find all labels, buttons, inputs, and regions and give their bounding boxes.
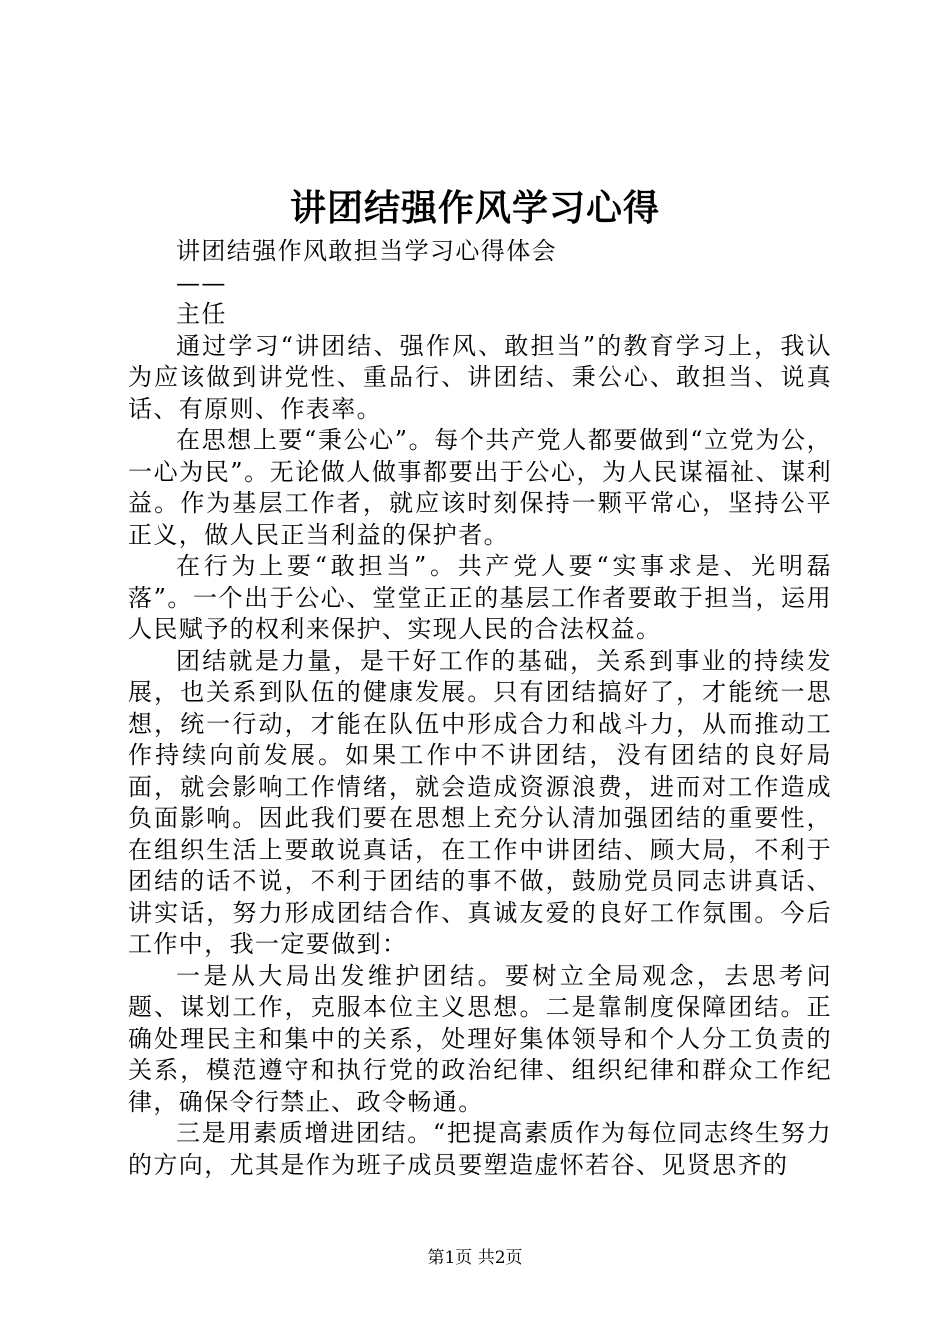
paragraph: 通过学习“讲团结、强作风、敢担当”的教育学习上，我认为应该做到讲党性、重品行、讲团结、秉公心、敢担当、说真话、有原则、作表率。 [128, 331, 832, 423]
page-footer: 第1页 共2页 [427, 1248, 523, 1268]
document-body [128, 236, 832, 1181]
paragraph: 团结就是力量，是干好工作的基础，关系到事业的持续发展，也关系到队伍的健康发展。只有团结搞好了，才能统一思想，统一行动，才能在队伍中形成合力和战斗力，从而推动工作持续向前发展。如果工作中不讲团结，没有团结的良好局面，就会影响工作情绪，就会造成资源浪费，进而对工作造成负面影响。因此我们要在思想上充分认清加强团结的重要性，在组织生活上要敢说真话，在工作中讲团结、顾大局，不利于团结的话不说，不利于团结的事不做，鼓励党员同志讲真话、讲实话，努力形成团结合作、真诚友爱的良好工作氛围。今后工作中，我一定要做到： [128, 646, 832, 958]
document-title: 讲团结强作风学习心得 [289, 187, 660, 229]
paragraph: 一是从大局出发维护团结。要树立全局观念，去思考问题、谋划工作，克服本位主义思想。二是靠制度保障团结。正确处理民主和集中的关系，处理好集体领导和个人分工负责的关系，模范遵守和执行党的政治纪律、组织纪律和群众工作纪律，确保令行禁止、政令畅通。 [128, 961, 832, 1116]
paragraph: 在行为上要“敢担当”。共产党人要“实事求是、光明磊落”。一个出于公心、堂堂正正的基层工作者要敢于担当，运用人民赋予的权利来保护、实现人民的合法权益。 [128, 552, 832, 643]
paragraph-author: 主任 [176, 300, 227, 328]
paragraph: 在思想上要“秉公心”。每个共产党人都要做到“立党为公，一心为民”。无论做人做事都要出于公心，为人民谋福祉、谋利益。作为基层工作者，就应该时刻保持一颗平常心，坚持公平正义，做人民正当利益的保护者。 [128, 426, 832, 549]
paragraph: 三是用素质增进团结。“把提高素质作为每位同志终生努力的方向，尤其是作为班子成员要塑造虚怀若谷、见贤思齐的 [128, 1119, 832, 1179]
paragraph-dash: —— [176, 268, 227, 297]
paragraph-subtitle: 讲团结强作风敢担当学习心得体会 [176, 237, 557, 265]
